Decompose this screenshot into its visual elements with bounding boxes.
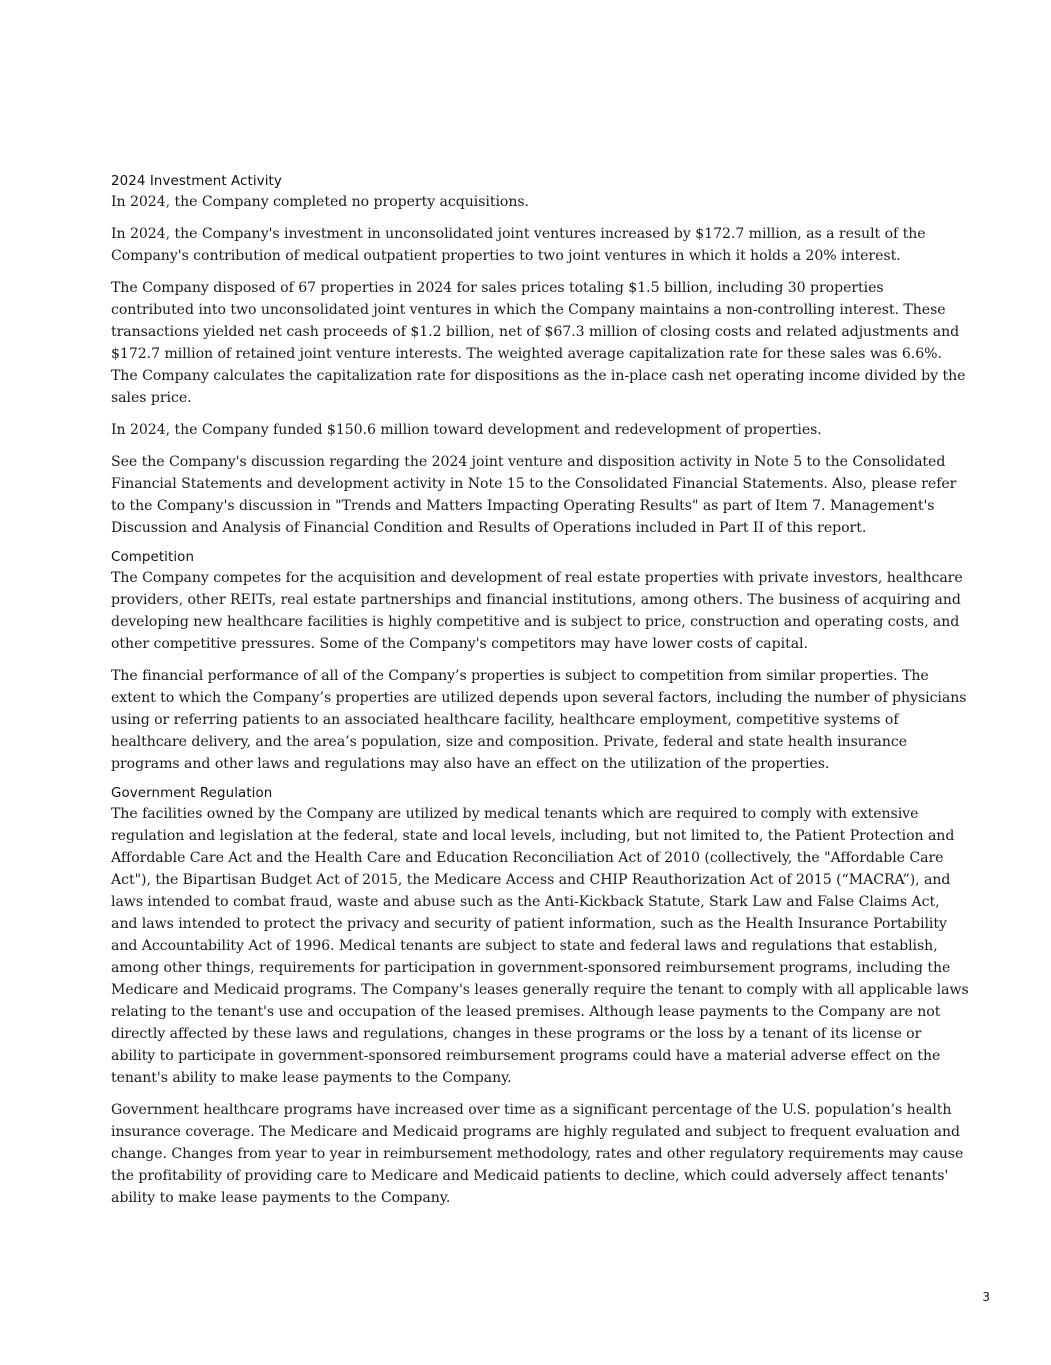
paragraph: In 2024, the Company's investment in unconsolidated joint ventures increased by $172.7 million, as a result of the Company's contribution of medical outpatient properties to two joint ventures in which it holds a 20% interest. [111,226,926,264]
paragraph: The Company competes for the acquisition and development of real estate properties with private investors, healthcare providers, other REITs, real estate partnerships and financial institutions, among others. The business of acquiring and developing new healthcare facilities is highly competitive and is subject to price, construction and operating costs, and other competitive pressures. Some of the Company's competitors may have lower costs of capital. [111,570,963,652]
section-heading: 2024 Investment Activity [111,174,282,189]
paragraph: The Company disposed of 67 properties in 2024 for sales prices totaling $1.5 billion, including 30 properties contributed into two unconsolidated joint ventures in which the Company maintains a non-controlling interest. These transactions yielded net cash proceeds of $1.2 billion, net of $67.3 million of closing costs and related adjustments and $172.7 million of retained joint venture interests. The weighted average capitalization rate for these sales was 6.6%. The Company calculates the capitalization rate for dispositions as the in-place cash net operating income divided by the sales price. [111,280,966,406]
paragraph: In 2024, the Company completed no property acquisitions. [111,194,529,210]
section-heading: Government Regulation [111,786,273,801]
section-competition [111,549,969,775]
document-body [111,173,969,1219]
paragraph: Government healthcare programs have increased over time as a significant percentage of the U.S. population’s health insurance coverage. The Medicare and Medicaid programs are highly regulated and subject to frequent evaluation and change. Changes from year to year in reimbursement methodology, rates and other regulatory requirements may cause the profitability of providing care to Medicare and Medicaid patients to decline, which could adversely affect tenants' ability to make lease payments to the Company. [111,1102,964,1206]
paragraph: In 2024, the Company funded $150.6 million toward development and redevelopment of properties. [111,422,822,438]
section-heading: Competition [111,550,195,565]
section-government-regulation [111,785,969,1209]
section-investment-activity [111,173,969,539]
paragraph: The financial performance of all of the Company’s properties is subject to competition from similar properties. The extent to which the Company’s properties are utilized depends upon several factors, including the number of physicians using or referring patients to an associated healthcare facility, healthcare employment, competitive systems of healthcare delivery, and the area’s population, size and composition. Private, federal and state health insurance programs and other laws and regulations may also have an effect on the utilization of the properties. [111,668,967,772]
paragraph: The facilities owned by the Company are utilized by medical tenants which are required to comply with extensive regulation and legislation at the federal, state and local levels, including, but not limited to, the Patient Protection and Affordable Care Act and the Health Care and Education Reconciliation Act of 2010 (collectively, the "Affordable Care Act"), the Bipartisan Budget Act of 2015, the Medicare Access and CHIP Reauthorization Act of 2015 (“MACRA”), and laws intended to combat fraud, waste and abuse such as the Anti-Kickback Statute, Stark Law and False Claims Act, and laws intended to protect the privacy and security of patient information, such as the Health Insurance Portability and Accountability Act of 1996. Medical tenants are subject to state and federal laws and regulations that establish, among other things, requirements for participation in government-sponsored reimbursement programs, including the Medicare and Medicaid programs. The Company's leases generally require the tenant to comply with all applicable laws relating to the tenant's use and occupation of the leased premises. Although lease payments to the Company are not directly affected by these laws and regulations, changes in these programs or the loss by a tenant of its license or ability to participate in government-sponsored reimbursement programs could have a material adverse effect on the tenant's ability to make lease payments to the Company. [111,806,969,1086]
paragraph: See the Company's discussion regarding the 2024 joint venture and disposition activity in Note 5 to the Consolidated Financial Statements and development activity in Note 15 to the Consolidated Financial Statements. Also, please refer to the Company's discussion in "Trends and Matters Impacting Operating Results" as part of Item 7. Management's Discussion and Analysis of Financial Condition and Results of Operations included in Part II of this report. [111,454,957,536]
page-number: 3 [982,1290,990,1304]
